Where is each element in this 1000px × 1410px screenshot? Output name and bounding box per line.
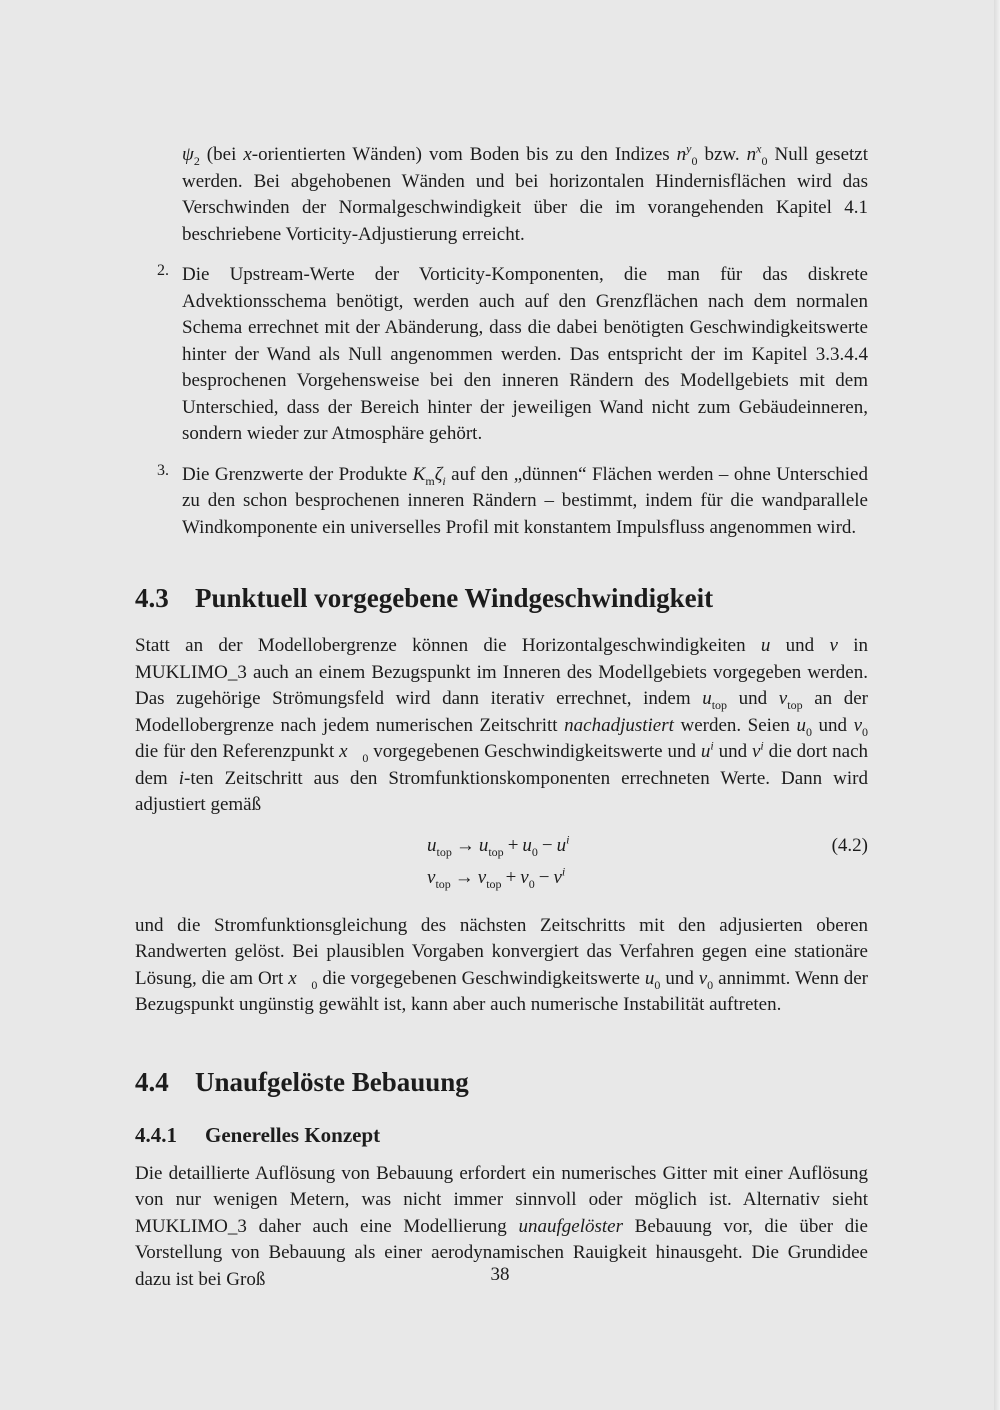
page-content — [135, 142, 868, 1293]
list-item-number: 3. — [157, 461, 169, 479]
list-item — [135, 462, 868, 542]
section-heading-4-4: 4.4 Unaufgelöste Bebauung — [135, 1066, 469, 1097]
subsection-4-4-1-paragraph: Die detaillierte Auflösung von Bebauung erfordert ein numerisches Gitter mit einer Auflösung von nur wenigen Metern, was nicht immer sinnvoll oder möglich ist. Alternativ sieht MUKLIMO_3 daher auch eine Modellierung unaufgelöster Bebauung vor, die über die Vorstellung von Bebauung als einer aerodynamischen Rauigkeit hinausgeht. Die Grundidee dazu ist bei Groß — [135, 1162, 868, 1290]
equation-number: (4.2) — [831, 834, 868, 856]
equation-line-2: $v_{top} \to v_{top} + v_0 - v^i$ — [427, 864, 566, 891]
equation-line-1: $u_{top} \to u_{top} + u_0 - u^i$ — [427, 832, 570, 859]
list-item — [135, 262, 868, 448]
list-item-text: Die Grenzwerte der Produkte $K_m\zeta_i$ auf den „dünnen“ Flächen werden – ohne Unterschied zu den schon besprochenen inneren Rändern – bestimmt, indem für die wandparallele Windkomponente ein universelles Profil mit konstantem Impulsfluss angenommen wird. — [182, 463, 868, 538]
section-4-3-paragraph-2: und die Stromfunktionsgleichung des nächsten Zeitschritts mit den adjusierten oberen Randwerten gelöst. Bei plausiblen Vorgaben konvergiert das Verfahren gegen eine stationäre Lösung, die am Ort $x⃗_0$ die vorgegebenen Geschwindigkeitswerte $u_0$ und $v_0$ annimmt. Wenn der Bezugspunkt ungünstig gewählt ist, kann aber auch numerische Instabilität auftreten. — [135, 914, 868, 1015]
page-number: 38 — [490, 1264, 510, 1285]
list-item-text: Die Upstream-Werte der Vorticity-Komponenten, die man für das diskrete Advektionsschema benötigt, werden auch auf den Grenzflächen nach dem normalen Schema errechnet mit der Abänderung, dass die dabei benötigten Geschwindigkeitswerte hinter der Wand als Null angenommen werden. Das entspricht der im Kapitel 3.3.4.4 besprochenen Vorgehensweise bei den inneren Rändern des Modellgebiets mit dem Unterschied, dass der Bereich hinter der jeweiligen Wand nicht zum Gebäudeinneren, sondern wieder zur Atmosphäre gehört. — [182, 264, 868, 444]
intro-paragraph: $\psi_2$ (bei x-orientierten Wänden) vom Boden bis zu den Indizes $n^y_0$ bzw. $n^x_0$ Null gesetzt werden. Bei abgehobenen Wänden und bei horizontalen Hindernisflächen wird das Verschwinden der Normalgeschwindigkeit über die im vorangehenden Kapitel 4.1 beschriebene Vorticity-Adjustierung erreicht. — [182, 141, 868, 245]
equation-4-2 — [135, 832, 868, 899]
page-edge — [994, 0, 1000, 1410]
subsection-heading-4-4-1: 4.4.1 Generelles Konzept — [135, 1122, 381, 1147]
section-heading-4-3: 4.3 Punktuell vorgegebene Windgeschwindigkeit — [135, 583, 714, 613]
list-item-number: 2. — [157, 262, 169, 279]
section-4-3-paragraph-1: Statt an der Modellobergrenze können die Horizontalgeschwindigkeiten u und v in MUKLIMO_3 auch an einem Bezugspunkt im Inneren des Modellgebiets vorgegeben werden. Das zugehörige Strömungsfeld wird dann iterativ errechnet, indem $u_{top}$ und $v_{top}$ an der Modellobergrenze nach jedem numerischen Zeitschritt nachadjustiert werden. Seien $u_0$ und $v_0$ die für den Referenzpunkt $x⃗_0$ vorgegebenen Geschwindigkeitswerte und $u^i$ und $v^i$ die dort nach dem i-ten Zeitschritt aus den Stromfunktionskomponenten errechneten Werte. Dann wird adjustiert gemäß — [135, 635, 869, 815]
